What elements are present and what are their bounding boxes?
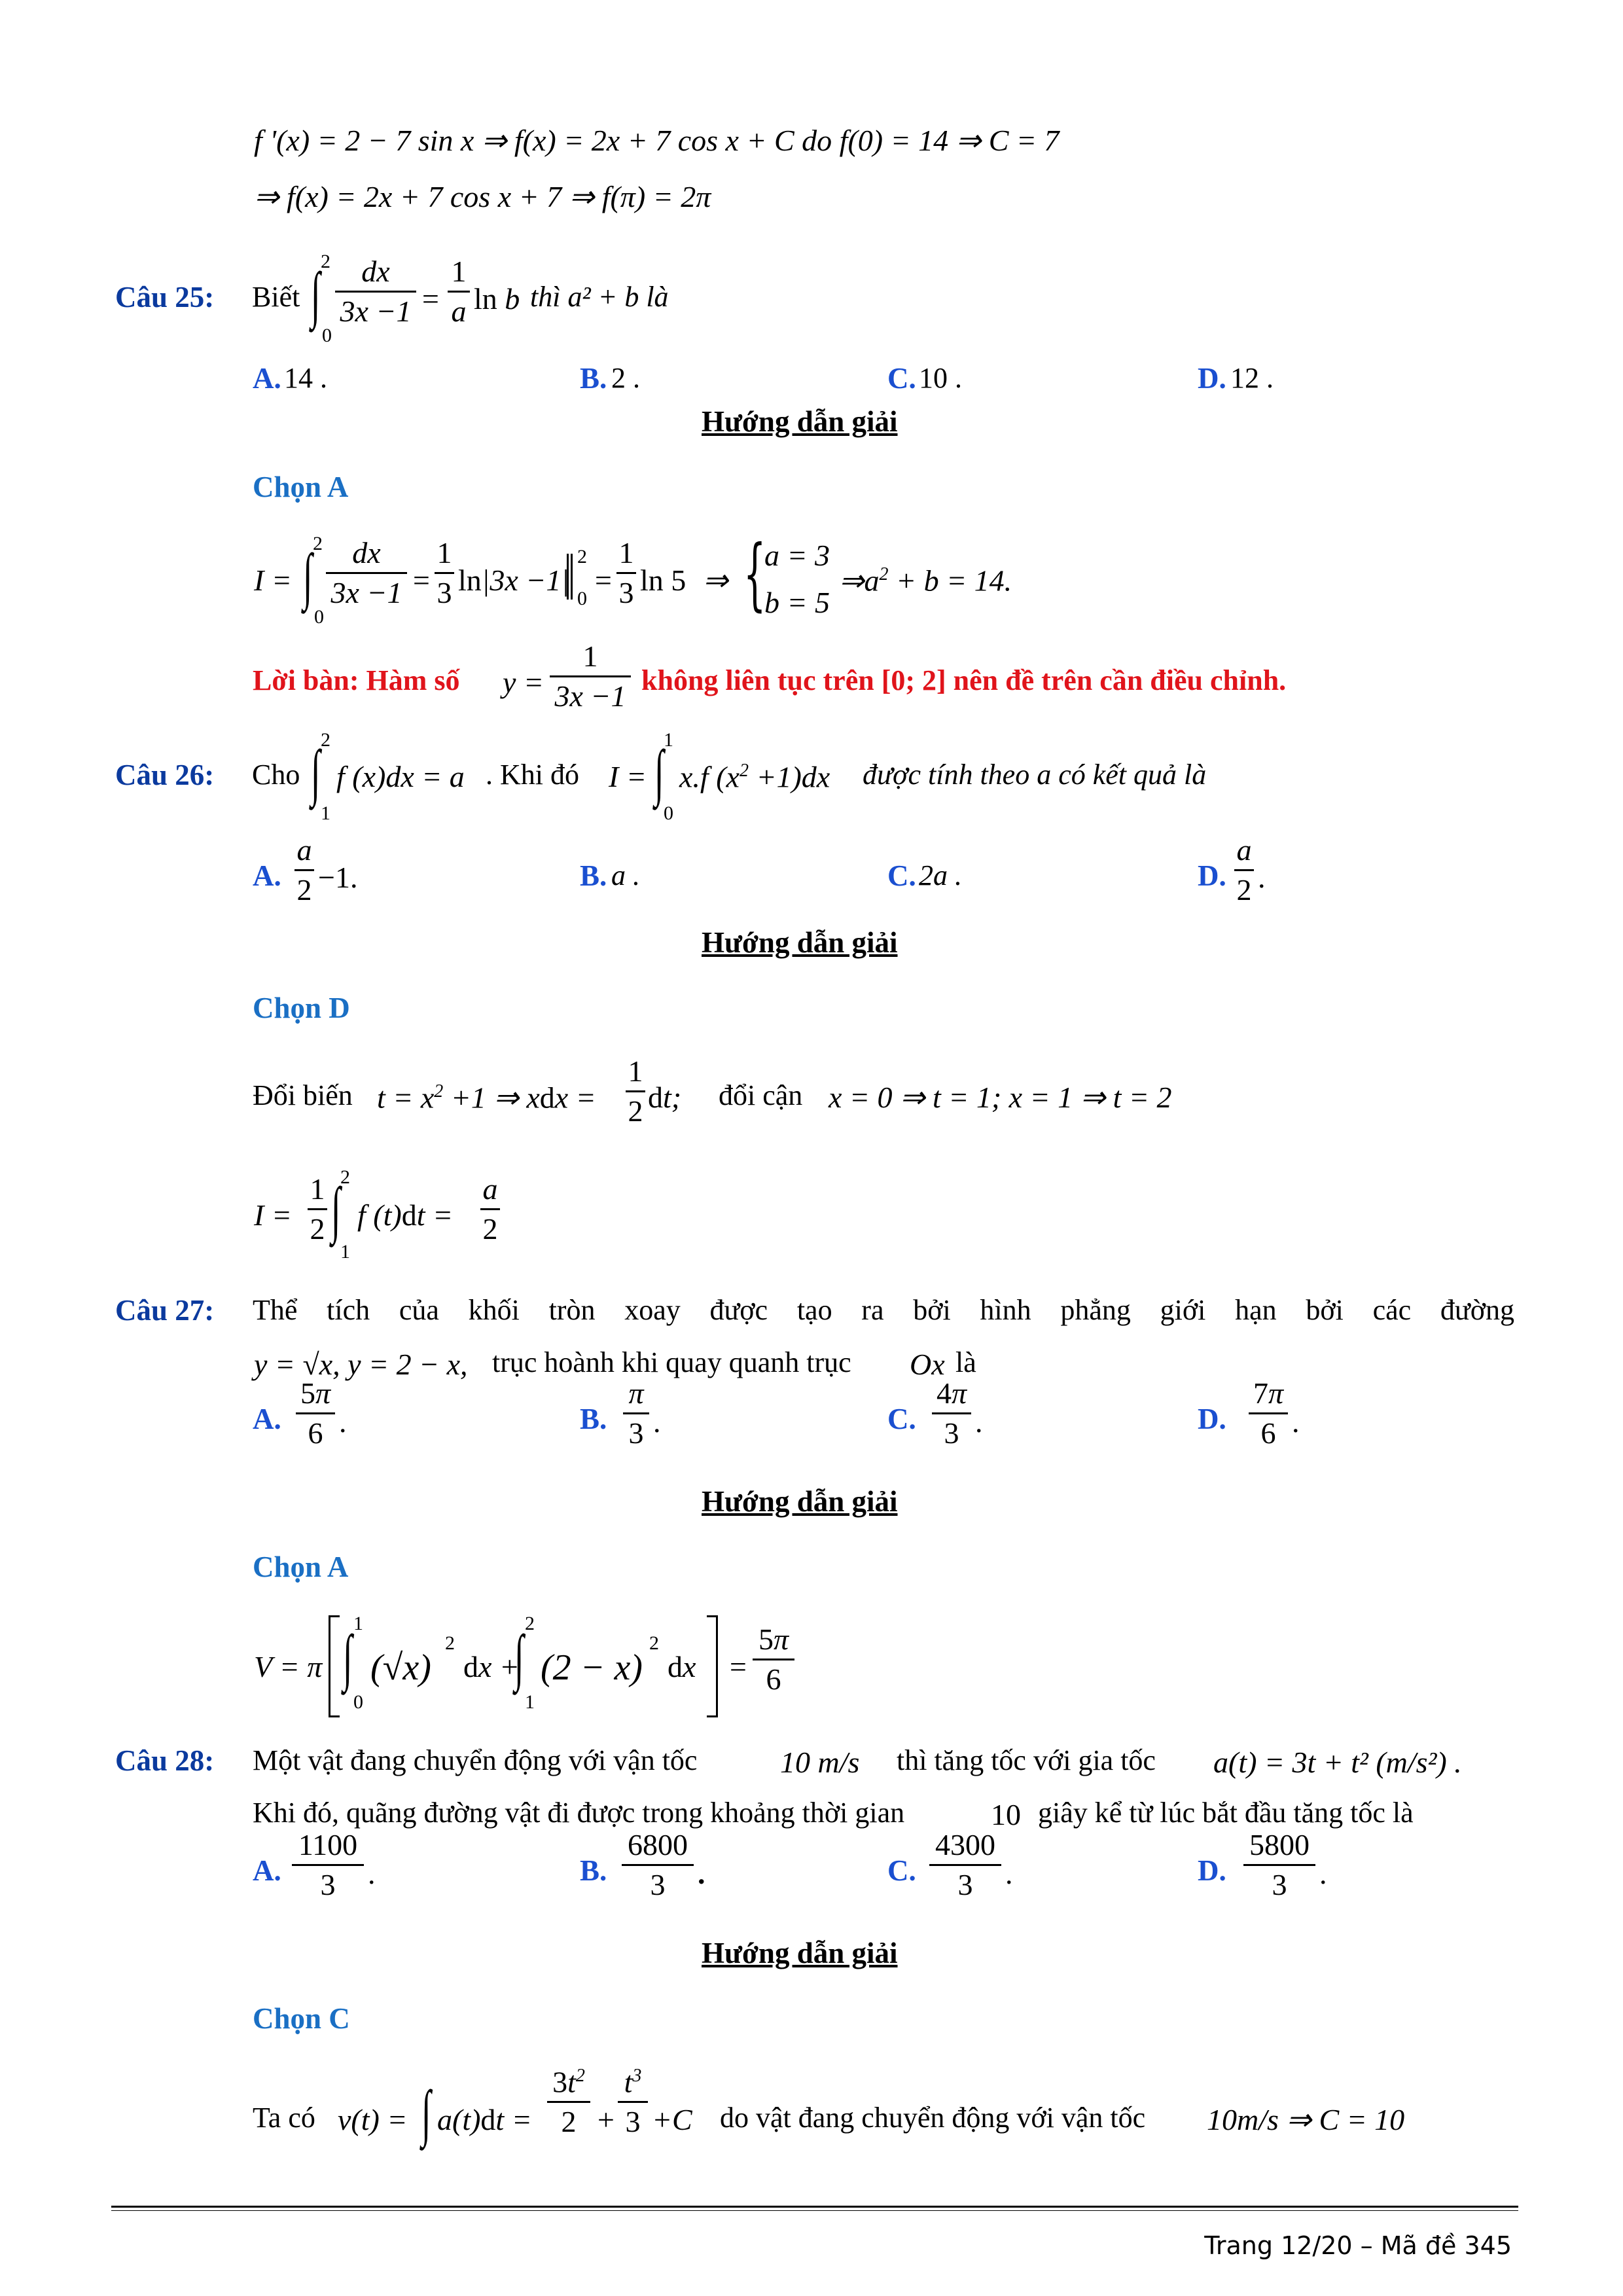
sol1-mid: đổi cận [719,1079,803,1111]
note-prefix: Lời bàn: Hàm số [253,664,460,696]
solution-heading: Hướng dẫn giải [702,1485,898,1518]
option-b-key[interactable]: B. [580,1403,607,1435]
option-b-value: 2 . [611,362,640,394]
question-stem-line-2: trục hoành khi quay quanh trục [492,1346,851,1378]
question-stem-prefix: Cho [252,759,300,791]
footer-divider [111,2206,1518,2208]
question-label: Câu 25: [115,281,215,314]
note-suffix: không liên tục trên [0; 2] nên đề trên cần điều chỉnh. [641,664,1287,696]
sol-end: 10m/s ⇒ C = 10 [1207,2103,1405,2136]
option-d-key[interactable]: D. [1198,362,1226,395]
option-d-key[interactable]: D. [1198,1854,1226,1887]
chosen-answer: Chọn A [253,1551,349,1583]
sol1-prefix: Đổi biến [253,1079,353,1111]
option-b-key[interactable]: B. [580,1854,607,1887]
stem-line-1-a: Một vật đang chuyển động với vận tốc [253,1744,698,1776]
sol-prefix: Ta có [253,2102,315,2134]
axis-label: Ox [910,1348,945,1381]
question-stem-line-1: Thể tích của khối tròn xoay được tạo ra bởi hình phẳng giới hạn bởi các đường [253,1294,1514,1326]
chosen-answer: Chọn D [253,992,350,1024]
option-b-key[interactable]: B. [580,859,607,892]
sol1-math-2: x = 0 ⇒ t = 1; x = 1 ⇒ t = 2 [829,1081,1172,1114]
option-a-key[interactable]: A. [253,859,281,892]
stem-duration: 10 [991,1798,1021,1831]
option-b-value: a . [611,859,640,891]
option-c-key[interactable]: C. [887,859,916,892]
stem-acceleration: a(t) = 3t + t² (m/s²) . [1213,1746,1462,1779]
option-b-key[interactable]: B. [580,362,607,395]
option-c-key[interactable]: C. [887,1403,916,1435]
option-d-value: 12 . [1230,362,1274,394]
question-stem-end: là [955,1346,976,1378]
stem-line-2-a: Khi đó, quãng đường vật đi được trong khoảng thời gian [253,1797,905,1829]
stem-velocity: 10 m/s [780,1746,860,1779]
solution-heading: Hướng dẫn giải [702,405,898,438]
solution-heading: Hướng dẫn giải [702,1937,898,1969]
option-a-key[interactable]: A. [253,1403,281,1435]
option-d-key[interactable]: D. [1198,859,1226,892]
option-c-value: 2a . [919,859,962,891]
question-stem-prefix: Biết [252,281,300,313]
option-a-key[interactable]: A. [253,362,281,395]
question-label: Câu 26: [115,759,215,791]
document-page: f '(x) = 2 − 7 sin x ⇒ f(x) = 2x + 7 cos x + C do f(0) = 14 ⇒ C = 7 ⇒ f(x) = 2x + 7 cos x + 7 ⇒ f(π) = 2π Câu 25: Biết 2 ∫ 0 dx 3x −1 = 1 a ln b thì a² + b là A. 14 . B. 2 . C. 10 . D. 12 . Hướng dẫn giải Chọn A I = 2 ∫ 0 dx 3x −1 = 1 3 ln|3x −1| 2 0 = 1 3 ln 5 ⇒ { a = 3 b = 5 $\Rightarrow a^2 + b = 14$. Lời bàn: Hàm số y = 1 3x −1 không liên tục trên [0; 2] nên đề trên cần điều chỉnh. Câu 26: Cho 2 ∫ 1 f (x)dx = a . Khi đó I = 1 ∫ 0 x.f $(x^2 +1)dx$ được tính theo a có kết quả là A. a 2 −1. B. a . C. 2a . D. a 2 . Hướng dẫn giải Chọn D Đổi biến $t = x^2 +1$ ⇒ xdx = 1 2 dt; đổi cận x = 0 ⇒ t = 1; x = 1 ⇒ t = 2 I = 1 2 2 ∫ 1 f (t)dt = a 2 Câu 27: Thể tích của khối tròn xoay được tạo ra bởi hình phẳng giới hạn bởi các đường y = √x, y = 2 − x, trục hoành khi quay quanh trục Ox là A. 5π 6 . B. π 3 . C. 4π 3 . D. 7π 6 . Hướng dẫn giải Chọn A V = π 1 ∫ 0 (√x) 2 dx + 2 ∫ 1 (2 − x) 2 dx = 5π 6 Câu 28: Một vật đang chuyển động với vận tốc 10 m/s thì tăng tốc với gia tốc a(t) = 3t + t² (m/s²) . Khi đó, quãng đường vật đi được trong khoảng thời gian 10 giây kể từ lúc bắt đầu tăng tốc là A. 1100 3 . B. 6800 3 . C. 4300 3 . D. 5800 3 . Hướng dẫn giải Chọn C Ta có v(t) = ∫ a(t)dt = $3t^2$ 2 + $t^3$ 3 +C do vật đang chuyển động với vận tốc 10m/s ⇒ C = 10 Trang 12/20 – Mã đề 345 [0,0,1623,2296]
option-a-value: 14 . [284,362,327,394]
stem-suffix: được tính theo a có kết quả là [863,759,1207,791]
formula-line-1: f '(x) = 2 − 7 sin x ⇒ f(x) = 2x + 7 cos x + C do f(0) = 14 ⇒ C = 7 [254,124,1060,157]
option-a-key[interactable]: A. [253,1854,281,1887]
stem-mid: . Khi đó [486,759,579,791]
question-label: Câu 28: [115,1744,215,1777]
option-d-key[interactable]: D. [1198,1403,1226,1435]
stem-line-2-b: giây kể từ lúc bắt đầu tăng tốc là [1038,1797,1414,1829]
stem-line-1-b: thì tăng tốc với gia tốc [897,1744,1156,1776]
formula-line-2: ⇒ f(x) = 2x + 7 cos x + 7 ⇒ f(π) = 2π [254,180,711,213]
option-c-key[interactable]: C. [887,362,916,395]
question-stem-suffix: thì a² + b là [530,281,669,313]
sol-mid: do vật đang chuyển động với vận tốc [720,2102,1146,2134]
solution-heading: Hướng dẫn giải [702,926,898,959]
chosen-answer: Chọn A [253,471,349,503]
chosen-answer: Chọn C [253,2002,350,2035]
question-stem-math: y = √x, y = 2 − x, [254,1348,468,1381]
page-footer: Trang 12/20 – Mã đề 345 [1204,2231,1512,2260]
option-c-value: 10 . [919,362,962,394]
option-c-key[interactable]: C. [887,1854,916,1887]
question-label: Câu 27: [115,1294,215,1327]
